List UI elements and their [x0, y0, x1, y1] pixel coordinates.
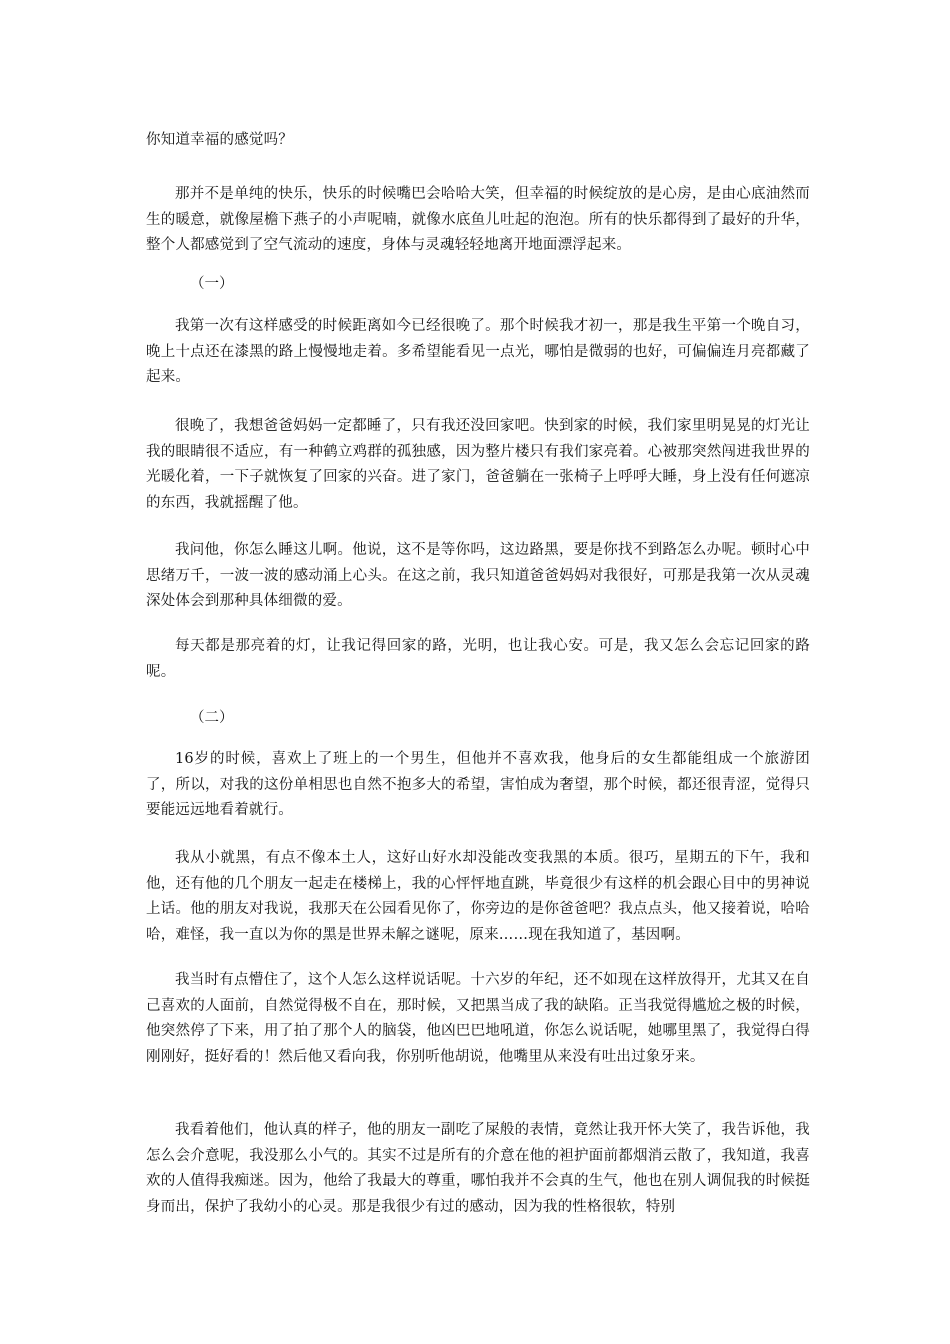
section-one-paragraph-1: 我第一次有这样感受的时候距离如今已经很晚了。那个时候我才初一，那是我生平第一个晚自习，晚上十点还在漆黑的路上慢慢地走着。多希望能看见一点光，哪怕是微弱的也好，可偏偏连月亮都藏了起来。: [146, 318, 810, 385]
section-one-paragraph-2: 很晚了，我想爸爸妈妈一定都睡了，只有我还没回家吧。快到家的时候，我们家里明晃晃的灯光让我的眼睛很不适应，有一种鹤立鸡群的孤独感，因为整片楼只有我们家亮着。心被那突然闯进我世界的光暖化着，一下子就恢复了回家的兴奋。进了家门，爸爸躺在一张椅子上呼呼大睡，身上没有任何遮凉的东西，我就摇醒了他。: [146, 418, 810, 511]
section-two-heading: （二）: [190, 710, 234, 726]
section-one-heading: （一）: [190, 276, 234, 292]
intro-paragraph: 那并不是单纯的快乐，快乐的时候嘴巴会哈哈大笑，但幸福的时候绽放的是心房，是由心底油然而生的暖意，就像屋檐下燕子的小声呢喃，就像水底鱼儿吐起的泡泡。所有的快乐都得到了最好的升华，整个人都感觉到了空气流动的速度，身体与灵魂轻轻地离开地面漂浮起来。: [146, 186, 810, 253]
section-one-paragraph-4: 每天都是那亮着的灯，让我记得回家的路，光明，也让我心安。可是，我又怎么会忘记回家的路呢。: [146, 638, 810, 680]
section-one-paragraph-3: 我问他，你怎么睡这儿啊。他说，这不是等你吗，这边路黑，要是你找不到路怎么办呢。顿时心中思绪万千，一波一波的感动涌上心头。在这之前，我只知道爸爸妈妈对我很好，可那是我第一次从灵魂深处体会到那种具体细微的爱。: [146, 542, 810, 609]
section-two-paragraph-2: 我从小就黑，有点不像本土人，这好山好水却没能改变我黑的本质。很巧，星期五的下午，我和他，还有他的几个朋友一起走在楼梯上，我的心怦怦地直跳，毕竟很少有这样的机会跟心目中的男神说上话。他的朋友对我说，我那天在公园看见你了，你旁边的是你爸爸吧？我点点头，他又接着说，哈哈哈，难怪，我一直以为你的黑是世界未解之谜呢，原来……现在我知道了，基因啊。: [146, 850, 810, 943]
section-two-paragraph-4: 我看着他们，他认真的样子，他的朋友一副吃了屎般的表情，竟然让我开怀大笑了，我告诉他，我怎么会介意呢，我没那么小气的。其实不过是所有的介意在他的袒护面前都烟消云散了，我知道，我喜欢的人值得我痴迷。因为，他给了我最大的尊重，哪怕我并不会真的生气，他也在别人调侃我的时候挺身而出，保护了我幼小的心灵。那是我很少有过的感动，因为我的性格很软，特别: [146, 1122, 810, 1215]
section-two-paragraph-3: 我当时有点懵住了，这个人怎么这样说话呢。十六岁的年纪，还不如现在这样放得开，尤其又在自己喜欢的人面前，自然觉得极不自在，那时候，又把黑当成了我的缺陷。正当我觉得尴尬之极的时候，他突然停了下来，用了拍了那个人的脑袋，他凶巴巴地吼道，你怎么说话呢，她哪里黑了，我觉得白得刚刚好，挺好看的！然后他又看向我，你别听他胡说，他嘴里从来没有吐出过象牙来。: [146, 972, 810, 1065]
section-two-paragraph-1: 16岁的时候，喜欢上了班上的一个男生，但他并不喜欢我，他身后的女生都能组成一个旅游团了，所以，对我的这份单相思也自然不抱多大的希望，害怕成为奢望，那个时候，都还很青涩，觉得只要能远远地看着就行。: [146, 751, 810, 818]
opening-question: 你知道幸福的感觉吗？: [146, 132, 293, 148]
